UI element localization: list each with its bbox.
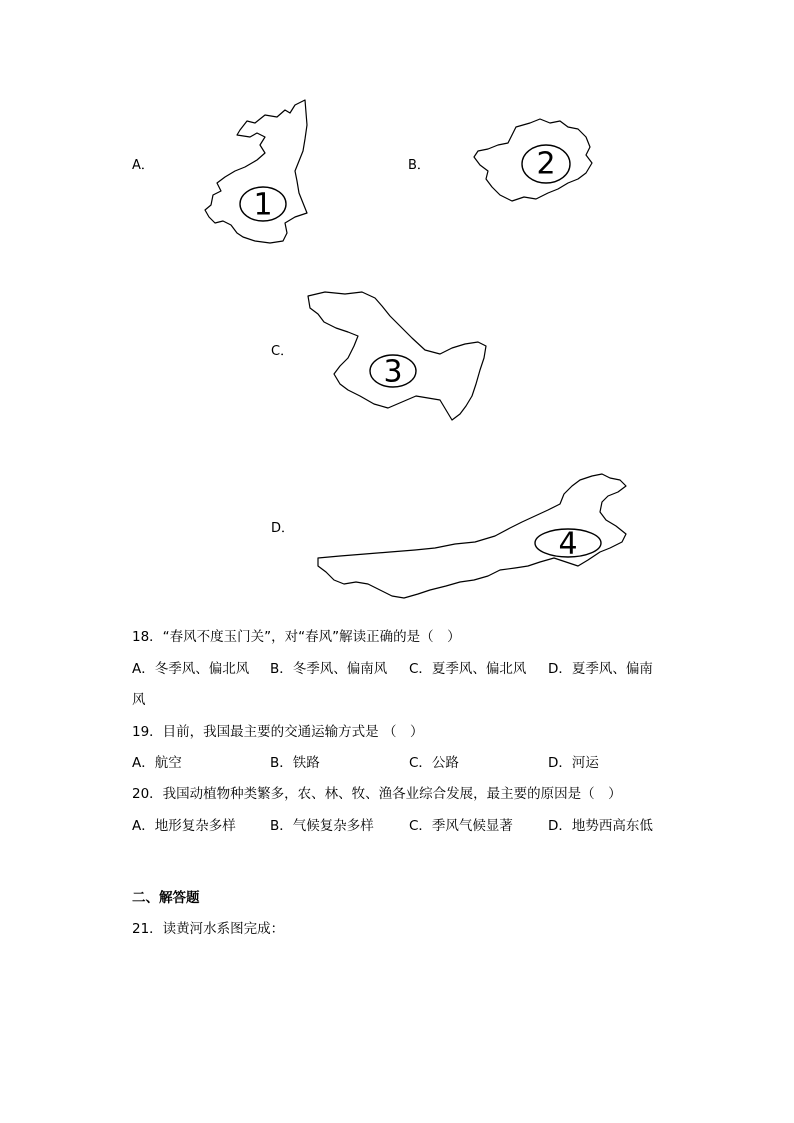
map-number-1: 1 [253,187,273,223]
q19-option-b[interactable]: B．铁路 [270,755,320,771]
q20-option-c[interactable]: C．季风气候显著 [409,818,513,834]
map-number-2: 2 [536,146,556,182]
province-map-4 [310,470,640,605]
q18-option-c[interactable]: C．夏季风、偏北风 [409,661,527,677]
province-map-2 [468,115,598,205]
q19-stem: 19．目前，我国最主要的交通运输方式是 （ ） [132,724,424,740]
province-map-3 [300,288,495,423]
q18-option-d-wrap: 风 [132,692,146,708]
q18-option-d[interactable]: D．夏季风、偏南 [548,661,653,677]
q19-option-d[interactable]: D．河运 [548,755,599,771]
q19-option-c[interactable]: C．公路 [409,755,459,771]
option-a-label: A． [132,158,154,173]
option-d-label: D． [271,521,295,536]
q20-option-d[interactable]: D．地势西高东低 [548,818,653,834]
option-b-label: B． [408,158,430,173]
q20-option-b[interactable]: B．气候复杂多样 [270,818,374,834]
q18-stem: 18．“春风不度玉门关”，对“春风”解读正确的是（ ） [132,629,461,645]
section-title-answer-questions: 二、解答题 [132,890,200,906]
map-number-4: 4 [558,526,578,562]
q18-option-b[interactable]: B．冬季风、偏南风 [270,661,388,677]
q19-option-a[interactable]: A．航空 [132,755,182,771]
q20-option-a[interactable]: A．地形复杂多样 [132,818,236,834]
q18-option-a[interactable]: A．冬季风、偏北风 [132,661,250,677]
q20-stem: 20．我国动植物种类繁多，农、林、牧、渔各业综合发展，最主要的原因是（ ） [132,786,622,802]
option-c-label: C． [271,344,294,359]
q21-stem: 21．读黄河水系图完成： [132,921,285,937]
province-map-1 [195,95,320,250]
map-number-3: 3 [383,354,403,390]
